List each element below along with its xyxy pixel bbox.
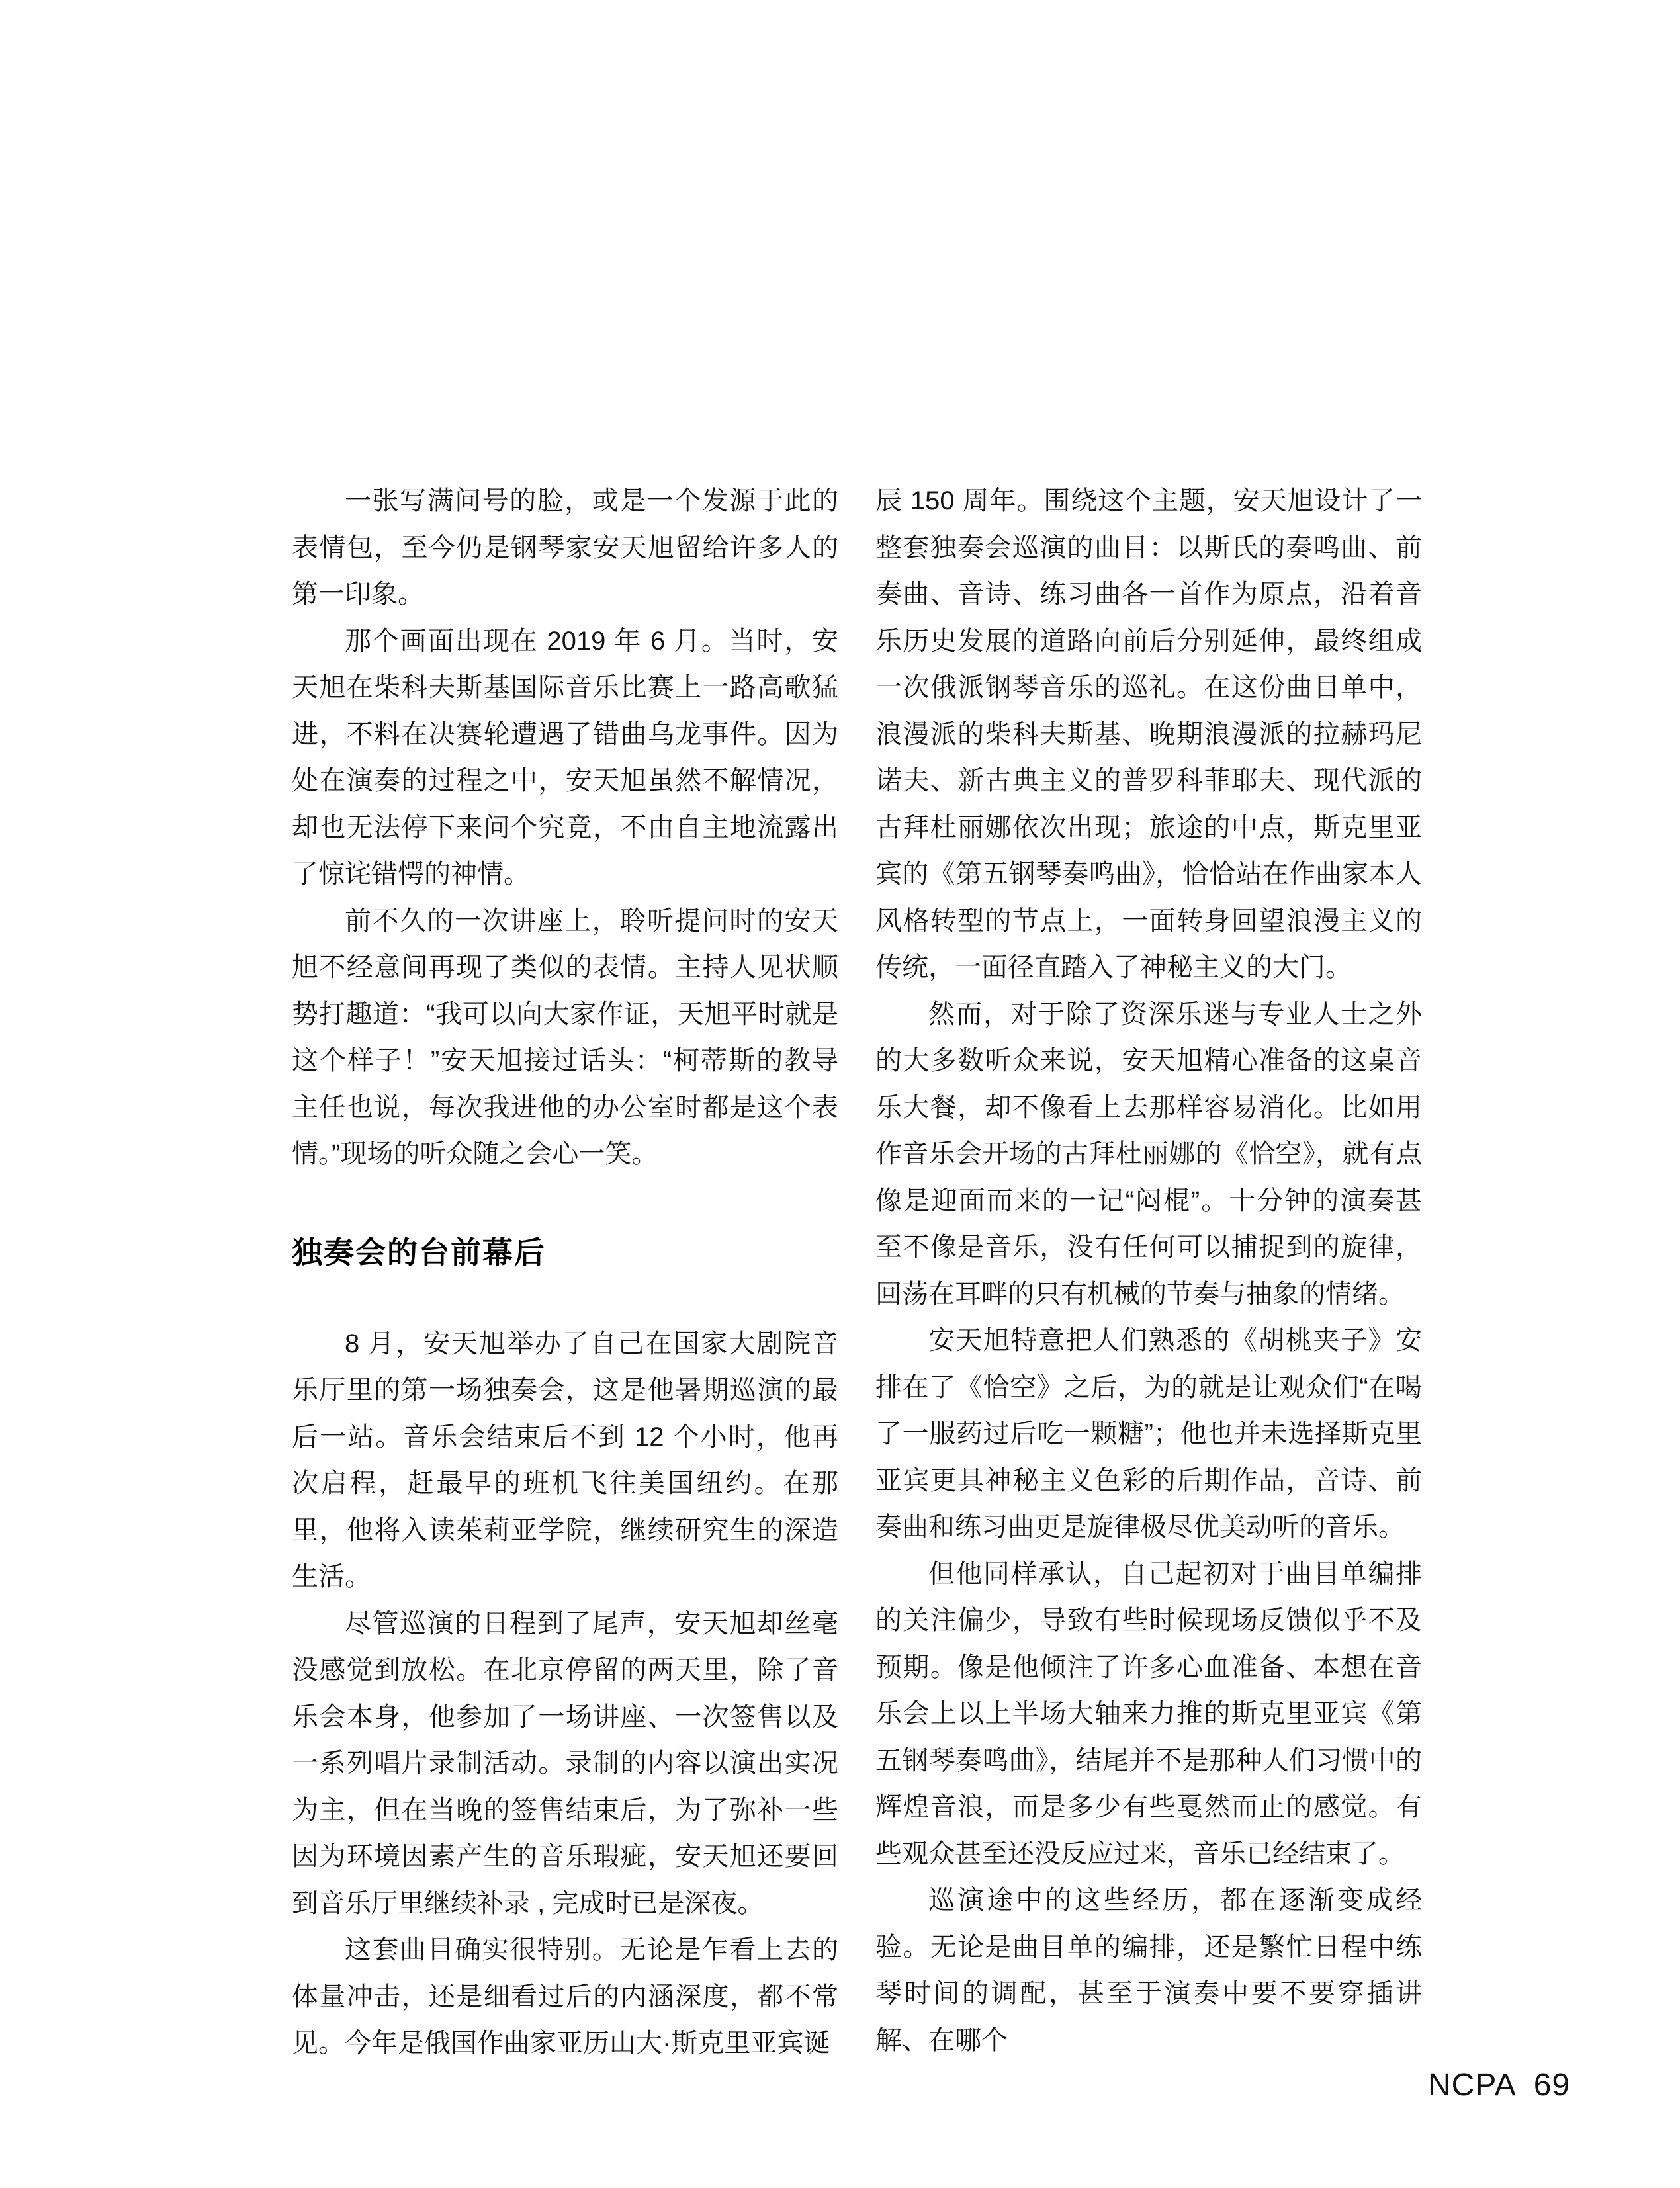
page-footer [1428, 2068, 1570, 2103]
paragraph: 一张写满问号的脸，或是一个发源于此的表情包，至今仍是钢琴家安天旭留给许多人的第一印象。 [292, 486, 838, 609]
paragraph-continuation: 辰 150 周年。围绕这个主题，安天旭设计了一整套独奏会巡演的曲目：以斯氏的奏鸣曲、前奏曲、音诗、练习曲各一首作为原点，沿着音乐历史发展的道路向前后分别延伸，最终组成一次俄派钢琴音乐的巡礼。在这份曲目单中，浪漫派的柴科夫斯基、晚期浪漫派的拉赫玛尼诺夫、新古典主义的普罗科菲耶夫、现代派的古拜杜丽娜依次出现；旅途的中点，斯克里亚宾的《第五钢琴奏鸣曲》，恰恰站在作曲家本人风格转型的节点上，一面转身回望浪漫主义的传统，一面径直踏入了神秘主义的大门。 [875, 486, 1422, 982]
paragraph: 安天旭特意把人们熟悉的《胡桃夹子》安排在了《恰空》之后，为的就是让观众们“在喝了一服药过后吃一颗糖”；他也并未选择斯克里亚宾更具神秘主义色彩的后期作品，音诗、前奏曲和练习曲更是旋律极尽优美动听的音乐。 [875, 1326, 1422, 1542]
section-heading: 独奏会的台前幕后 [292, 1235, 546, 1270]
paragraph: 8 月，安天旭举办了自己在国家大剧院音乐厅里的第一场独奏会，这是他暑期巡演的最后一站。音乐会结束后不到 12 个小时，他再次启程，赶最早的班机飞往美国纽约。在那里，他将入读茱莉亚学院，继续研究生的深造生活。 [292, 1329, 838, 1591]
right-column [875, 478, 1422, 2064]
paragraph: 然而，对于除了资深乐迷与专业人士之外的大多数听众来说，安天旭精心准备的这桌音乐大餐，却不像看上去那样容易消化。比如用作音乐会开场的古拜杜丽娜的《恰空》，就有点像是迎面而来的一记“闷棍”。十分钟的演奏甚至不像是音乐，没有任何可以捕捉到的旋律，回荡在耳畔的只有机械的节奏与抽象的情绪。 [875, 999, 1422, 1309]
paragraph: 前不久的一次讲座上，聆听提问时的安天旭不经意间再现了类似的表情。主持人见状顺势打趣道：“我可以向大家作证，天旭平时就是这个样子！”安天旭接过话头：“柯蒂斯的教导主任也说，每次我进他的办公室时都是这个表情。”现场的听众随之会心一笑。 [292, 906, 838, 1168]
paragraph: 巡演途中的这些经历，都在逐渐变成经验。无论是曲目单的编排，还是繁忙日程中练琴时间的调配，甚至于演奏中要不要穿插讲解、在哪个 [875, 1886, 1422, 2055]
paragraph: 这套曲目确实很特别。无论是乍看上去的体量冲击，还是细看过后的内涵深度，都不常见。今年是俄国作曲家亚历山大·斯克里亚宾诞 [292, 1935, 838, 2058]
paragraph: 但他同样承认，自己起初对于曲目单编排的关注偏少，导致有些时候现场反馈似乎不及预期。像是他倾注了许多心血准备、本想在音乐会上以上半场大轴来力推的斯克里亚宾《第五钢琴奏鸣曲》，结尾并不是那种人们习惯中的辉煌音浪，而是多少有些戛然而止的感觉。有些观众甚至还没反应过来，音乐已经结束了。 [875, 1559, 1422, 1868]
page-number: 69 [1533, 2068, 1571, 2103]
paragraph: 那个画面出现在 2019 年 6 月。当时，安天旭在柴科夫斯基国际音乐比赛上一路高歌猛进，不料在决赛轮遭遇了错曲乌龙事件。因为处在演奏的过程之中，安天旭虽然不解情况，却也无法停下来问个究竟，不由自主地流露出了惊诧错愕的神情。 [292, 626, 838, 889]
left-column [292, 478, 838, 2067]
paragraph: 尽管巡演的日程到了尾声，安天旭却丝毫没感觉到放松。在北京停留的两天里，除了音乐会本身，他参加了一场讲座、一次签售以及一系列唱片录制活动。录制的内容以演出实况为主，但在当晚的签售结束后，为了弥补一些因为环境因素产生的音乐瑕疵，安天旭还要回到音乐厅里继续补录 , 完成时已是深夜。 [292, 1608, 838, 1918]
magazine-brand: NCPA [1428, 2068, 1517, 2103]
